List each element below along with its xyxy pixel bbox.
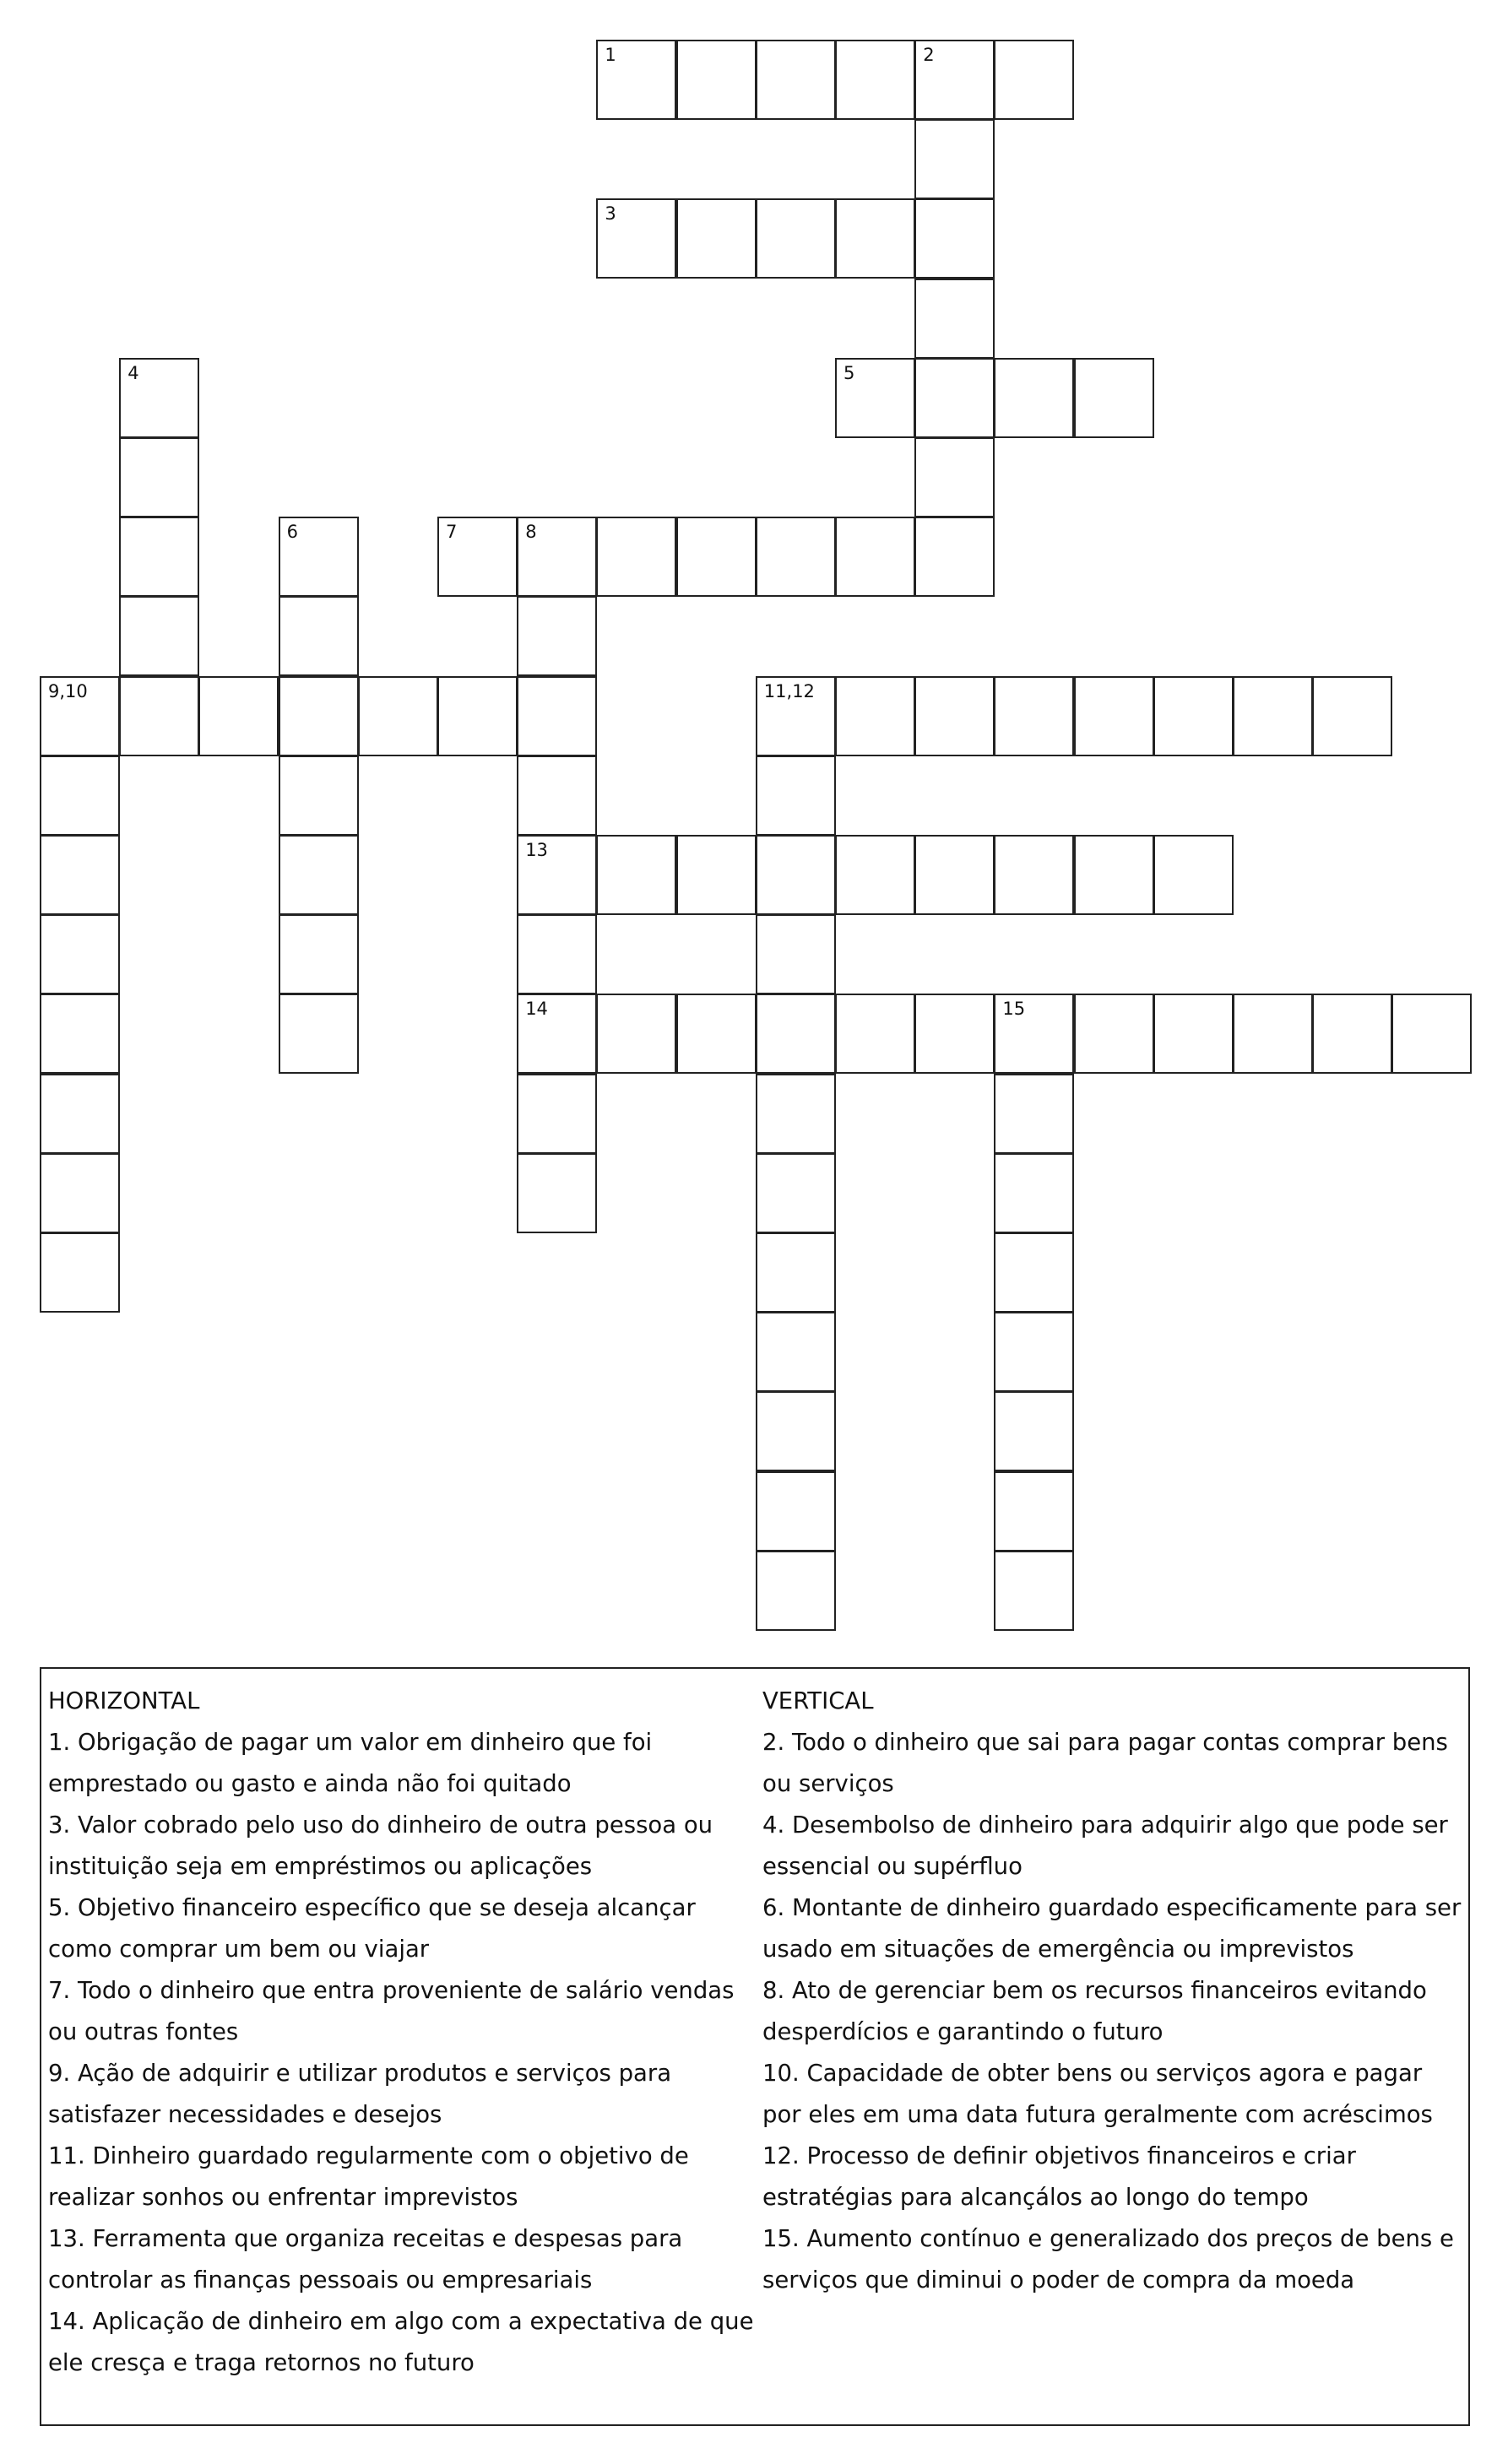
grid-cell[interactable] (517, 1153, 597, 1233)
grid-cell[interactable] (676, 517, 757, 597)
grid-cell[interactable] (1233, 994, 1313, 1074)
grid-cell[interactable] (994, 1232, 1074, 1313)
grid-cell[interactable] (914, 676, 995, 756)
grid-cell[interactable] (1153, 835, 1234, 915)
grid-cell[interactable] (517, 914, 597, 994)
grid-cell[interactable] (835, 198, 915, 279)
grid-cell[interactable] (517, 835, 597, 915)
clue-number-8: 8 (525, 522, 537, 543)
grid-cell[interactable] (676, 40, 757, 120)
grid-cell[interactable] (994, 1551, 1074, 1631)
grid-cell[interactable] (40, 914, 120, 994)
grid-cell[interactable] (40, 835, 120, 915)
clue-h-9: 9. Ação de adquirir e utilizar produtos e serviços para satisfazer necessidades e desejos (48, 2060, 672, 2128)
clue-number-11-12: 11,12 (763, 680, 815, 701)
grid-cell[interactable] (279, 676, 359, 756)
clue-v-12: 12. Processo de definir objetivos financeiros e criar estratégias para alcançálos ao longo do tempo (762, 2142, 1356, 2211)
grid-cell[interactable] (1074, 358, 1154, 438)
clue-h-11: 11. Dinheiro guardado regularmente com o objetivo de realizar sonhos ou enfrentar imprevistos (48, 2142, 689, 2211)
grid-cell[interactable] (914, 40, 995, 120)
grid-cell[interactable] (596, 198, 676, 279)
vertical-clues (762, 1681, 1467, 2301)
grid-cell[interactable] (756, 1153, 836, 1233)
grid-cell[interactable] (40, 1074, 120, 1154)
grid-cell[interactable] (994, 835, 1074, 915)
grid-cell[interactable] (756, 198, 836, 279)
grid-cell[interactable] (914, 198, 995, 279)
clue-v-15: 15. Aumento contínuo e generalizado dos preços de bens e serviços que diminui o poder de compra da moeda (762, 2225, 1454, 2293)
grid-cell[interactable] (994, 358, 1074, 438)
grid-cell[interactable] (835, 40, 915, 120)
clue-v-6: 6. Montante de dinheiro guardado especificamente para ser usado em situações de emergência ou imprevistos (762, 1894, 1462, 1963)
clue-v-2: 2. Todo o dinheiro que sai para pagar contas comprar bens ou serviços (762, 1729, 1448, 1797)
clue-number-1: 1 (605, 45, 616, 65)
grid-cell[interactable] (914, 437, 995, 517)
grid-cell[interactable] (517, 517, 597, 597)
grid-cell[interactable] (676, 835, 757, 915)
grid-cell[interactable] (119, 676, 199, 756)
grid-cell[interactable] (756, 1471, 836, 1552)
grid-cell[interactable] (1153, 676, 1234, 756)
grid-cell[interactable] (756, 1312, 836, 1392)
grid-cell[interactable] (994, 1074, 1074, 1154)
grid-cell[interactable] (914, 358, 995, 438)
clue-h-7: 7. Todo o dinheiro que entra proveniente de salário vendas ou outras fontes (48, 1977, 735, 2045)
grid-cell[interactable] (596, 994, 676, 1074)
grid-cell[interactable] (119, 358, 199, 438)
clue-h-14: 14. Aplicação de dinheiro em algo com a expectativa de que ele cresça e traga retornos no futuro (48, 2308, 754, 2376)
grid-cell[interactable] (756, 1232, 836, 1313)
grid-cell[interactable] (1074, 835, 1154, 915)
clue-number-15: 15 (1002, 999, 1026, 1020)
grid-cell[interactable] (1312, 676, 1392, 756)
grid-cell[interactable] (198, 676, 279, 756)
horizontal-clues (48, 1681, 757, 2384)
clue-h-13: 13. Ferramenta que organiza receitas e despesas para controlar as finanças pessoais ou empresariais (48, 2225, 683, 2293)
grid-cell[interactable] (994, 676, 1074, 756)
grid-cell[interactable] (40, 676, 120, 756)
clue-number-5: 5 (844, 362, 855, 383)
grid-cell[interactable] (835, 676, 915, 756)
grid-cell[interactable] (835, 358, 915, 438)
grid-cell[interactable] (1074, 994, 1154, 1074)
clue-number-2: 2 (923, 45, 935, 65)
grid-cell[interactable] (994, 994, 1074, 1074)
grid-cell[interactable] (437, 676, 518, 756)
clue-number-3: 3 (605, 203, 616, 225)
grid-cell[interactable] (756, 914, 836, 994)
clue-h-1: 1. Obrigação de pagar um valor em dinheiro que foi emprestado ou gasto e ainda não foi quitado (48, 1729, 653, 1797)
clue-number-9-10: 9,10 (48, 680, 88, 701)
grid-cell[interactable] (835, 517, 915, 597)
grid-cell[interactable] (914, 517, 995, 597)
grid-cell[interactable] (279, 755, 359, 836)
grid-cell[interactable] (835, 835, 915, 915)
grid-cell[interactable] (40, 1153, 120, 1233)
grid-cell[interactable] (756, 1074, 836, 1154)
grid-cell[interactable] (914, 119, 995, 199)
grid-cell[interactable] (756, 517, 836, 597)
grid-cell[interactable] (914, 835, 995, 915)
grid-cell[interactable] (994, 1312, 1074, 1392)
clue-number-4: 4 (127, 362, 139, 383)
clue-number-7: 7 (446, 522, 458, 543)
grid-cell[interactable] (279, 994, 359, 1074)
clue-number-13: 13 (525, 840, 548, 860)
horizontal-title: HORIZONTAL (48, 1687, 200, 1714)
grid-cell[interactable] (517, 755, 597, 836)
grid-cell[interactable] (119, 596, 199, 676)
grid-cell[interactable] (279, 596, 359, 676)
grid-cell[interactable] (40, 994, 120, 1074)
grid-cell[interactable] (40, 755, 120, 836)
grid-cell[interactable] (279, 517, 359, 597)
grid-cell[interactable] (756, 1391, 836, 1471)
grid-cell[interactable] (994, 40, 1074, 120)
grid-cell[interactable] (517, 994, 597, 1074)
grid-cell[interactable] (756, 755, 836, 836)
grid-cell[interactable] (1233, 676, 1313, 756)
grid-cell[interactable] (1153, 994, 1234, 1074)
grid-cell[interactable] (1391, 994, 1472, 1074)
grid-cell[interactable] (119, 517, 199, 597)
clue-number-6: 6 (286, 522, 298, 543)
grid-cell[interactable] (358, 676, 438, 756)
grid-cell[interactable] (756, 994, 836, 1074)
grid-cell[interactable] (596, 835, 676, 915)
grid-cell[interactable] (517, 596, 597, 676)
grid-cell[interactable] (119, 437, 199, 517)
grid-cell[interactable] (279, 914, 359, 994)
clue-h-5: 5. Objetivo financeiro específico que se deseja alcançar como comprar um bem ou viajar (48, 1894, 696, 1963)
grid-cell[interactable] (756, 1551, 836, 1631)
grid-cell[interactable] (914, 279, 995, 359)
grid-cell[interactable] (835, 994, 915, 1074)
grid-cell[interactable] (994, 1471, 1074, 1552)
clue-h-3: 3. Valor cobrado pelo uso do dinheiro de outra pessoa ou instituição seja em empréstimos ou aplicações (48, 1811, 713, 1880)
grid-cell[interactable] (517, 676, 597, 756)
clues-box (40, 1667, 1470, 2426)
grid-cell[interactable] (676, 198, 757, 279)
grid-cell[interactable] (517, 1074, 597, 1154)
grid-cell[interactable] (596, 517, 676, 597)
grid-cell[interactable] (437, 517, 518, 597)
grid-cell[interactable] (756, 835, 836, 915)
grid-cell[interactable] (756, 676, 836, 756)
grid-cell[interactable] (994, 1153, 1074, 1233)
grid-cell[interactable] (596, 40, 676, 120)
vertical-title: VERTICAL (762, 1687, 874, 1714)
clue-number-14: 14 (525, 999, 548, 1020)
grid-cell[interactable] (279, 835, 359, 915)
clue-v-4: 4. Desembolso de dinheiro para adquirir algo que pode ser essencial ou supérfluo (762, 1811, 1448, 1880)
clue-v-8: 8. Ato de gerenciar bem os recursos financeiros evitando desperdícios e garantindo o futuro (762, 1977, 1427, 2045)
grid-cell[interactable] (1312, 994, 1392, 1074)
grid-cell[interactable] (914, 994, 995, 1074)
grid-cell[interactable] (676, 994, 757, 1074)
grid-cell[interactable] (994, 1391, 1074, 1471)
grid-cell[interactable] (40, 1232, 120, 1313)
clue-v-10: 10. Capacidade de obter bens ou serviços agora e pagar por eles em uma data futura geralmente com acréscimos (762, 2060, 1433, 2128)
grid-cell[interactable] (1074, 676, 1154, 756)
grid-cell[interactable] (756, 40, 836, 120)
